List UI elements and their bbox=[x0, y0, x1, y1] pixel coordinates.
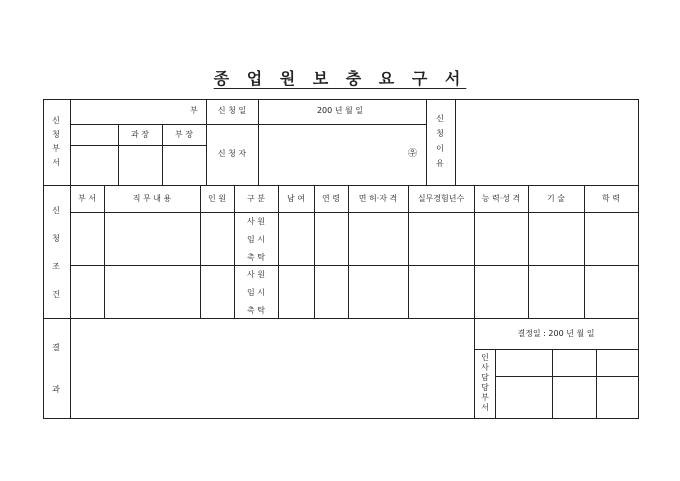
applicant-label: 신 청 자 bbox=[217, 149, 247, 158]
dept-suffix: 부 bbox=[190, 106, 198, 115]
s1-side-char-3: 부 bbox=[52, 144, 60, 153]
category-regular-1: 사 원 bbox=[247, 217, 265, 226]
s2-header-line bbox=[70, 212, 639, 213]
s2-col-9 bbox=[528, 185, 529, 318]
s3-col-stamp-2 bbox=[596, 349, 597, 419]
s3-row-line-2 bbox=[495, 376, 639, 377]
header-duty: 직 무 내 용 bbox=[132, 194, 172, 203]
reason-char-1: 신 bbox=[436, 114, 444, 123]
s2-side-char-2: 청 bbox=[52, 234, 60, 243]
s2-col-4 bbox=[278, 185, 279, 318]
header-license: 면 허·자 격 bbox=[358, 194, 398, 203]
s2-side-char-4: 건 bbox=[52, 290, 60, 299]
s2-col-7 bbox=[408, 185, 409, 318]
s2-col-8 bbox=[474, 185, 475, 318]
s1-side-char-1: 신 bbox=[52, 116, 60, 125]
category-temp-1: 임 시 bbox=[247, 235, 265, 244]
s2-col-3 bbox=[234, 185, 235, 318]
header-age: 연 령 bbox=[322, 194, 340, 203]
hr-char-6: 서 bbox=[481, 403, 489, 412]
s3-row-line-1 bbox=[474, 349, 639, 350]
s3-side-char-1: 결 bbox=[52, 343, 60, 352]
s1-col-reason-right bbox=[455, 99, 456, 185]
hr-char-1: 인 bbox=[481, 353, 489, 362]
reason-char-2: 청 bbox=[436, 129, 444, 138]
s2-col-10 bbox=[584, 185, 585, 318]
s1-col-reason-left bbox=[426, 99, 427, 185]
s1-row-line-2 bbox=[70, 145, 206, 146]
date-label: 신 청 일 bbox=[217, 106, 247, 115]
s1-col-dept bbox=[206, 99, 207, 185]
s3-side-char-2: 과 bbox=[52, 385, 60, 394]
s2-col-6 bbox=[348, 185, 349, 318]
header-category: 구 분 bbox=[247, 194, 265, 203]
label-column-line bbox=[70, 99, 71, 419]
s2-side-char-1: 신 bbox=[52, 206, 60, 215]
s1-col-label bbox=[258, 99, 259, 185]
header-experience: 실무경험년수 bbox=[417, 194, 465, 203]
s1-col-manager1 bbox=[118, 124, 119, 185]
s1-side-char-2: 청 bbox=[52, 130, 60, 139]
hr-char-5: 부 bbox=[481, 393, 489, 402]
s2-row-line bbox=[70, 265, 639, 266]
s1-col-manager2 bbox=[162, 124, 163, 185]
header-gender: 남 여 bbox=[287, 194, 305, 203]
reason-char-3: 이 bbox=[436, 144, 444, 153]
form-frame bbox=[43, 99, 639, 419]
hr-char-2: 사 bbox=[481, 363, 489, 372]
header-skill: 기 술 bbox=[547, 194, 565, 203]
header-education: 학 력 bbox=[602, 194, 620, 203]
date-value: 200 년 월 일 bbox=[316, 106, 364, 115]
hr-char-3: 담 bbox=[481, 373, 489, 382]
seal-mark: ㉾ bbox=[408, 149, 418, 159]
section-divider-1 bbox=[43, 185, 639, 186]
s3-col-stamp-1 bbox=[552, 349, 553, 419]
document-title: 종 업 원 보 충 요 구 서 bbox=[213, 69, 467, 88]
s1-row-line-1 bbox=[70, 124, 426, 125]
manager-label-1: 과 장 bbox=[131, 130, 149, 139]
s3-col-left bbox=[474, 318, 475, 419]
hr-char-4: 당 bbox=[481, 383, 489, 392]
s2-col-2 bbox=[200, 185, 201, 318]
s2-col-1 bbox=[104, 185, 105, 318]
reason-char-4: 유 bbox=[436, 159, 444, 168]
manager-label-2: 부 장 bbox=[175, 130, 193, 139]
category-regular-2: 사 원 bbox=[247, 270, 265, 279]
section-divider-2 bbox=[43, 318, 639, 319]
category-contract-2: 촉 탁 bbox=[247, 306, 265, 315]
category-contract-1: 촉 탁 bbox=[247, 253, 265, 262]
decision-date: 결정일 : 200 년 월 일 bbox=[517, 329, 595, 338]
s1-side-char-4: 서 bbox=[52, 158, 60, 167]
s2-col-5 bbox=[314, 185, 315, 318]
header-headcount: 인 원 bbox=[208, 194, 226, 203]
header-dept: 부 서 bbox=[78, 194, 96, 203]
category-temp-2: 임 시 bbox=[247, 288, 265, 297]
header-ability: 능 력·성 격 bbox=[481, 194, 521, 203]
s3-col-hr bbox=[495, 349, 496, 419]
s2-side-char-3: 조 bbox=[52, 262, 60, 271]
